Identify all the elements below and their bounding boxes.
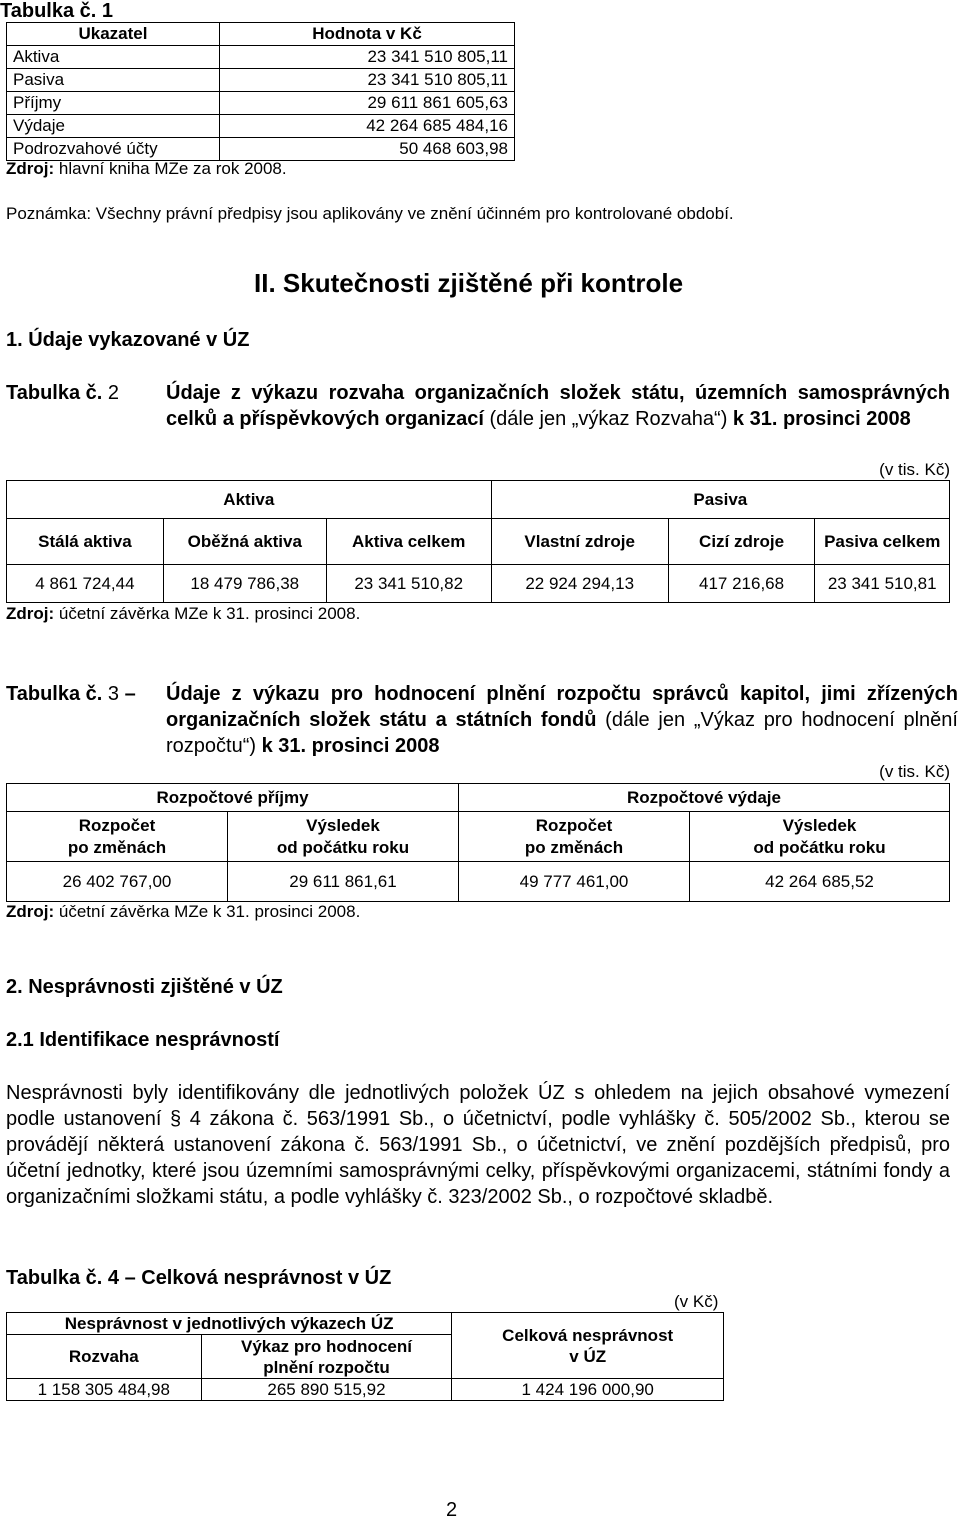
table3-header	[7, 812, 228, 862]
table2-label	[6, 380, 119, 406]
table3-caption	[166, 681, 958, 759]
table3-header	[459, 812, 690, 862]
table3-value: 42 264 685,52	[690, 862, 950, 902]
body-paragraph: Nesprávnosti byly identifikovány dle jednotlivých položek ÚZ s ohledem na jejich obsahové vymezení podle ustanovení § 4 zákona č. 563/1991 Sb., o účetnictví, podle vyhlášky č. 505/2002 Sb., kterou se provádějí některá ustanovení zákona č. 563/1991 Sb., o účetnictví, ve znění pozdějších předpisů, pro účetní jednotky, které jsou územními samosprávnými celky, příspěvkovými organizacemi, státními fondy a organizačními složkami státu, a podle vyhlášky č. 323/2002 Sb., o rozpočtové skladbě.	[6, 1082, 950, 1208]
source-text: hlavní kniha MZe za rok 2008.	[54, 159, 287, 178]
row-value: 42 264 685 484,16	[220, 115, 515, 138]
header-line: Výkaz pro hodnocení	[240, 1336, 412, 1356]
row-value: 23 341 510 805,11	[220, 46, 515, 69]
table3-unit: (v tis. Kč)	[879, 762, 950, 781]
table2-header: Pasiva celkem	[815, 519, 950, 565]
row-label: Pasiva	[7, 69, 220, 92]
row-label: Výdaje	[7, 115, 220, 138]
header-line: po změnách	[524, 837, 624, 857]
table4-unit: (v Kč)	[674, 1292, 719, 1311]
table1-source	[6, 158, 287, 180]
table3-group-vydaje: Rozpočtové výdaje	[459, 784, 950, 812]
table3-number: 3	[107, 683, 120, 705]
header-line: po změnách	[67, 837, 167, 857]
table2-title-date: k 31.	[732, 408, 778, 430]
source-label: Zdroj:	[6, 902, 55, 921]
table2-label-text: Tabulka č.	[6, 382, 103, 404]
table2-title-end: prosinci 2008	[777, 408, 911, 430]
source-label: Zdroj:	[6, 604, 55, 623]
section-2-heading: 2. Nesprávnosti zjištěné v ÚZ	[6, 976, 283, 998]
table2-title-bold: Údaje z výkazu rozvaha organizačních složek státu, územních samosprávných celků a příspěvkových organizací	[166, 382, 950, 430]
table2-unit: (v tis. Kč)	[879, 460, 950, 479]
row-value: 23 341 510 805,11	[220, 69, 515, 92]
row-value: 50 468 603,98	[220, 138, 515, 161]
page-number: 2	[446, 1499, 458, 1521]
table-row	[7, 862, 950, 902]
table4-header-rozvaha: Rozvaha	[7, 1335, 202, 1379]
table4	[6, 1312, 724, 1401]
table-row	[7, 69, 515, 92]
table4-value: 1 158 305 484,98	[7, 1379, 202, 1401]
table2-header: Vlastní zdroje	[491, 519, 668, 565]
table3-label	[6, 681, 136, 707]
table2-source	[6, 603, 360, 625]
header-line: Rozpočet	[78, 815, 156, 835]
table2-header: Oběžná aktiva	[163, 519, 326, 565]
section-ii-heading: II. Skutečnosti zjištěné při kontrole	[254, 268, 684, 298]
table2-header: Aktiva celkem	[326, 519, 491, 565]
table3-title-date: k 31.	[261, 735, 307, 757]
table4-value: 265 890 515,92	[201, 1379, 452, 1401]
table2-value: 22 924 294,13	[491, 565, 668, 603]
table3-value: 26 402 767,00	[7, 862, 228, 902]
table2-header: Stálá aktiva	[7, 519, 164, 565]
table2-value: 23 341 510,81	[815, 565, 950, 603]
table2	[6, 480, 950, 603]
table3-value: 49 777 461,00	[459, 862, 690, 902]
header-line: Výsledek	[306, 815, 380, 835]
table-row	[7, 46, 515, 69]
table1-header-indicator: Ukazatel	[7, 23, 220, 46]
table-row	[7, 1379, 724, 1401]
table3-header	[690, 812, 950, 862]
source-text: účetní závěrka MZe k 31. prosinci 2008.	[54, 902, 361, 921]
table-row	[7, 115, 515, 138]
source-text: účetní závěrka MZe k 31. prosinci 2008.	[54, 604, 361, 623]
table4-group-header: Nesprávnost v jednotlivých výkazech ÚZ	[7, 1313, 452, 1335]
note: Poznámka: Všechny právní předpisy jsou aplikovány ve znění účinném pro kontrolované období.	[6, 204, 734, 223]
table3	[6, 783, 950, 902]
table3-title-bold: Údaje z výkazu pro hodnocení plnění rozpočtu správců kapitol, jimi zřízených organizačních složek státu a státních fondů	[166, 683, 958, 731]
table3-dash: –	[119, 683, 136, 705]
table1-header-value: Hodnota v Kč	[220, 23, 515, 46]
table2-value: 18 479 786,38	[163, 565, 326, 603]
table3-title-normal: (dále jen „Výkaz pro hodnocení plnění rozpočtu“)	[166, 709, 958, 757]
table2-value: 417 216,68	[668, 565, 815, 603]
header-line: Výsledek	[782, 815, 857, 835]
row-label: Aktiva	[7, 46, 220, 69]
header-line: v ÚZ	[569, 1346, 607, 1366]
table2-number: 2	[107, 382, 120, 404]
row-label: Příjmy	[7, 92, 220, 115]
row-label: Podrozvahové účty	[7, 138, 220, 161]
header-line: od počátku roku	[276, 837, 410, 857]
table4-title: Tabulka č. 4 – Celková nesprávnost v ÚZ	[6, 1267, 392, 1289]
table3-value: 29 611 861,61	[228, 862, 459, 902]
table2-title-normal: (dále jen „výkaz Rozvaha“)	[483, 408, 733, 430]
section-1-heading: 1. Údaje vykazované v ÚZ	[6, 329, 250, 351]
table3-title-end: prosinci 2008	[306, 735, 440, 757]
table4-value: 1 424 196 000,90	[452, 1379, 724, 1401]
table2-group-aktiva: Aktiva	[7, 481, 492, 519]
table4-header-vykaz	[201, 1335, 452, 1379]
table4-total-header	[452, 1313, 724, 1379]
table1	[6, 22, 515, 161]
table3-source	[6, 901, 360, 923]
header-line: od počátku roku	[753, 837, 886, 857]
header-line: Rozpočet	[535, 815, 613, 835]
table-row	[7, 565, 950, 603]
source-label: Zdroj:	[6, 159, 55, 178]
table3-label-text: Tabulka č.	[6, 683, 103, 705]
table2-value: 4 861 724,44	[7, 565, 164, 603]
table-row	[7, 92, 515, 115]
table3-header	[228, 812, 459, 862]
table2-caption	[166, 380, 950, 432]
table3-group-prijmy: Rozpočtové příjmy	[7, 784, 459, 812]
row-value: 29 611 861 605,63	[220, 92, 515, 115]
table1-title: Tabulka č. 1	[0, 0, 114, 22]
header-line: Celková nesprávnost	[502, 1325, 674, 1345]
table2-header: Cizí zdroje	[668, 519, 815, 565]
table2-value: 23 341 510,82	[326, 565, 491, 603]
header-line: plnění rozpočtu	[263, 1357, 390, 1377]
section-2-1-heading: 2.1 Identifikace nesprávností	[6, 1029, 280, 1051]
table2-group-pasiva: Pasiva	[491, 481, 949, 519]
